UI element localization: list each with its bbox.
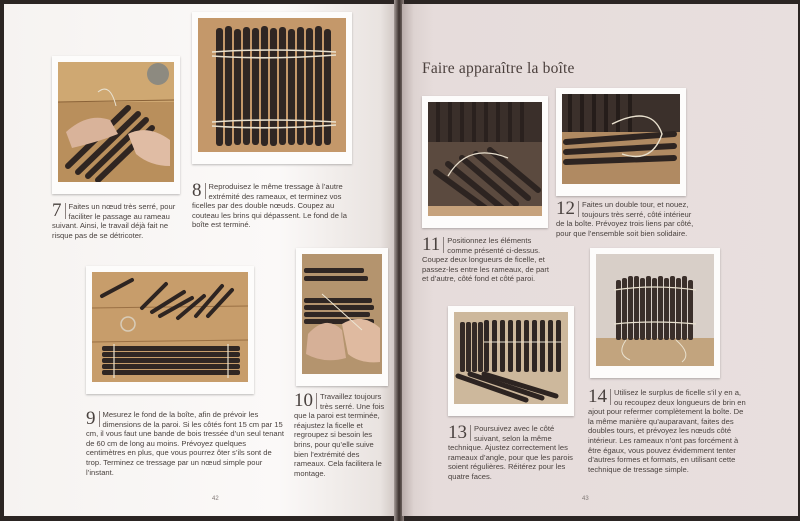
finished-box-illustration — [596, 254, 714, 366]
step-13 — [448, 424, 576, 482]
step-number: 10 — [294, 393, 317, 409]
step-number: 12 — [556, 201, 579, 217]
step-text: Faites un double tour, et nouez, toujours très serré, côté intérieur de la boîte. Prévoyez trois liens par côté, pour que l’ensemble soit bien solidaire. — [556, 200, 694, 238]
step-7 — [52, 202, 180, 240]
step-text: Faites un nœud très serré, pour faciliter le passage au rameau suivant. Ainsi, le travail déjà fait ne risque pas de se détricoter. — [52, 202, 176, 240]
step-text: Utilisez le surplus de ficelle s’il y en a, ou recoupez deux longueurs de brin en ajout pour refermer complètement la boîte. De la même manière qu’auparavant, faites des doubles tours, et prévoyez les nœuds côté intérieur. Les rameaux n’ont pas forcément à être égaux, vous pouvez évidemment tenter d’autres formes et formats, en utilisant cette technique de tressage simple. — [588, 388, 746, 474]
step-9 — [86, 410, 286, 477]
photo-step-12 — [556, 88, 686, 196]
step-number: 7 — [52, 203, 66, 219]
step-text: Poursuivez avec le côté suivant, selon la même technique. Ajustez correctement les rameaux d’angle, pour que les parois soient régulières. Réitérez pour les quatre faces. — [448, 424, 573, 481]
hands-weaving-wall-illustration — [302, 254, 382, 374]
step-number: 11 — [422, 237, 444, 253]
twigs-and-wall-strip-illustration — [92, 272, 248, 382]
step-text: Mesurez le fond de la boîte, afin de prévoir les dimensions de la paroi. Si les côtés font 15 cm par 15 cm, il vous faut une bande de bois tressée d’un seul tenant de 60 cm de long au moins. Prévoyez quelques centimètres en plus, que vous pourrez ôter s’ils sont de trop. Terminez ce tressage par un nœud simple pour l’instant. — [86, 410, 284, 477]
section-title: Faire apparaître la boîte — [422, 60, 575, 77]
photo-step-7 — [52, 56, 180, 194]
page-number: 42 — [212, 496, 219, 502]
photo-step-11 — [422, 96, 548, 228]
photo-step-10 — [296, 248, 388, 386]
step-text: Positionnez les éléments comme présenté ci-dessus. Coupez deux longueurs de ficelle, et passez-les entre les rameaux, de part et d’autre, côté fond et côté paroi. — [422, 236, 550, 284]
woven-base-illustration — [198, 18, 346, 152]
step-number: 9 — [86, 411, 100, 427]
step-12 — [556, 200, 696, 238]
box-walls-illustration — [454, 312, 568, 404]
photo-step-9 — [86, 266, 254, 394]
step-number: 8 — [192, 183, 206, 199]
step-8 — [192, 182, 352, 230]
step-10 — [294, 392, 386, 478]
hands-tying-knot-illustration — [58, 62, 174, 182]
photo-step-8 — [192, 12, 352, 164]
photo-step-13 — [448, 306, 574, 416]
page-number: 43 — [582, 496, 589, 502]
left-page — [4, 4, 396, 516]
step-number: 14 — [588, 389, 611, 405]
photo-step-14 — [590, 248, 720, 378]
positioned-elements-illustration — [428, 102, 542, 216]
step-text: Travaillez toujours très serré. Une fois que la paroi est terminée, réajustez la ficelle et regroupez si besoin les brins, pour qu’elle suive bien l’extrémité des rameaux. Cela facilitera le montage. — [294, 392, 385, 478]
step-number: 13 — [448, 425, 471, 441]
right-page — [402, 4, 798, 516]
step-text: Reproduisez le même tressage à l’autre extrémité des rameaux, et terminez vos ficelles par des double nœuds. Coupez au couteau les brins qui dépassent. Le fond de la boîte est terminé. — [192, 182, 347, 230]
step-14 — [588, 388, 750, 474]
double-knot-illustration — [562, 94, 680, 184]
step-11 — [422, 236, 552, 284]
